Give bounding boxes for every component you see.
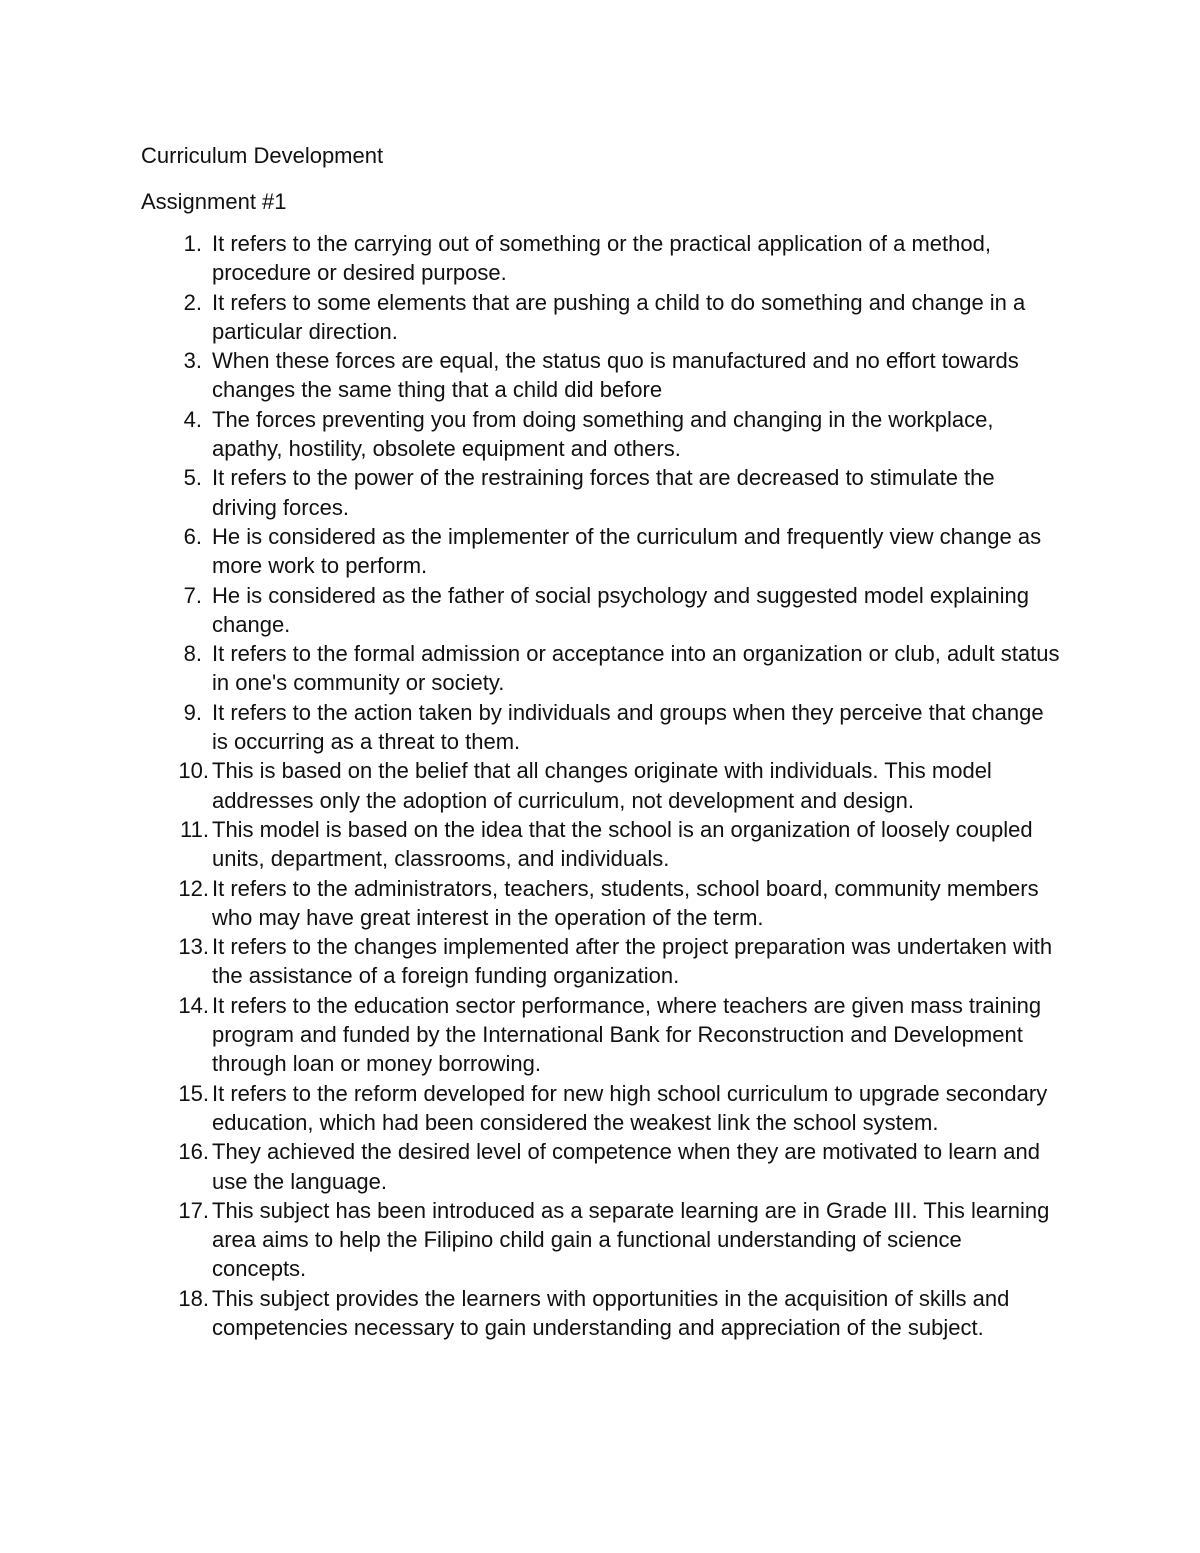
question-item	[141, 522, 1061, 581]
question-item	[141, 874, 1061, 933]
question-item	[141, 1079, 1061, 1138]
question-number: 5.	[183, 465, 202, 491]
question-text: It refers to some elements that are pushing a child to do something and change in a particular direction.	[212, 289, 1026, 344]
question-text: This is based on the belief that all changes originate with individuals. This model addresses only the adoption of curriculum, not development and design.	[212, 758, 992, 813]
question-number: 13.	[178, 934, 209, 960]
question-text: This model is based on the idea that the school is an organization of loosely coupled units, department, classrooms, and individuals.	[212, 816, 1033, 872]
question-text: It refers to the education sector performance, where teachers are given mass training program and funded by the International Bank for Reconstruction and Development through loan or money borrowing.	[212, 992, 1042, 1077]
question-number: 10.	[178, 758, 209, 784]
question-number: 12.	[178, 875, 209, 901]
question-number: 18.	[178, 1285, 209, 1311]
question-item	[141, 815, 1061, 874]
question-item	[141, 581, 1061, 640]
question-item	[141, 288, 1061, 347]
question-text: He is considered as the implementer of the curriculum and frequently view change as more work to perform.	[212, 523, 1042, 579]
question-number: 1.	[183, 231, 202, 256]
question-item	[141, 463, 1061, 522]
question-number: 6.	[183, 523, 202, 549]
question-item	[141, 1284, 1061, 1343]
question-text: It refers to the changes implemented after the project preparation was undertaken with the assistance of a foreign funding organization.	[212, 934, 1053, 989]
question-item	[141, 346, 1061, 405]
question-text: The forces preventing you from doing something and changing in the workplace, apathy, hostility, obsolete equipment and others.	[212, 406, 994, 462]
question-item	[141, 405, 1061, 464]
question-item	[141, 1196, 1061, 1284]
course-title: Curriculum Development	[141, 143, 384, 168]
question-text: It refers to the power of the restraining forces that are decreased to stimulate the driving forces.	[212, 465, 995, 520]
question-text: He is considered as the father of social psychology and suggested model explaining change.	[212, 582, 1029, 637]
question-item	[141, 1137, 1061, 1196]
question-text: This subject provides the learners with opportunities in the acquisition of skills and competencies necessary to gain understanding and appreciation of the subject.	[212, 1285, 1010, 1340]
question-number: 7.	[183, 582, 202, 608]
question-number: 15.	[178, 1080, 209, 1106]
question-text: It refers to the administrators, teachers, students, school board, community members who may have great interest in the operation of the term.	[212, 875, 1039, 930]
question-item	[141, 756, 1061, 815]
question-number: 16.	[178, 1139, 209, 1165]
question-item	[141, 991, 1061, 1079]
question-text: It refers to the formal admission or acceptance into an organization or club, adult status in one's community or society.	[212, 641, 1060, 696]
question-text: It refers to the action taken by individuals and groups when they perceive that change is occurring as a threat to them.	[212, 699, 1044, 755]
question-number: 11.	[180, 816, 209, 842]
question-text: It refers to the carrying out of something or the practical application of a method, procedure or desired purpose.	[212, 231, 991, 286]
question-number: 9.	[183, 699, 202, 725]
question-list	[141, 229, 1061, 1342]
question-item	[141, 932, 1061, 991]
question-text: They achieved the desired level of competence when they are motivated to learn and use the language.	[212, 1139, 1040, 1194]
question-text: This subject has been introduced as a separate learning are in Grade III. This learning area aims to help the Filipino child gain a functional understanding of science concepts.	[212, 1197, 1050, 1282]
question-text: It refers to the reform developed for new high school curriculum to upgrade secondary education, which had been considered the weakest link the school system.	[212, 1080, 1048, 1135]
question-number: 3.	[183, 348, 202, 374]
question-item	[141, 639, 1061, 698]
question-number: 2.	[183, 289, 202, 315]
question-number: 14.	[178, 992, 209, 1018]
question-number: 17.	[178, 1197, 209, 1223]
question-item	[141, 229, 1061, 288]
assignment-title: Assignment #1	[141, 189, 287, 214]
question-item	[141, 698, 1061, 757]
question-number: 8.	[183, 641, 202, 667]
question-text: When these forces are equal, the status quo is manufactured and no effort towards changes the same thing that a child did before	[212, 348, 1019, 403]
question-number: 4.	[183, 406, 202, 432]
